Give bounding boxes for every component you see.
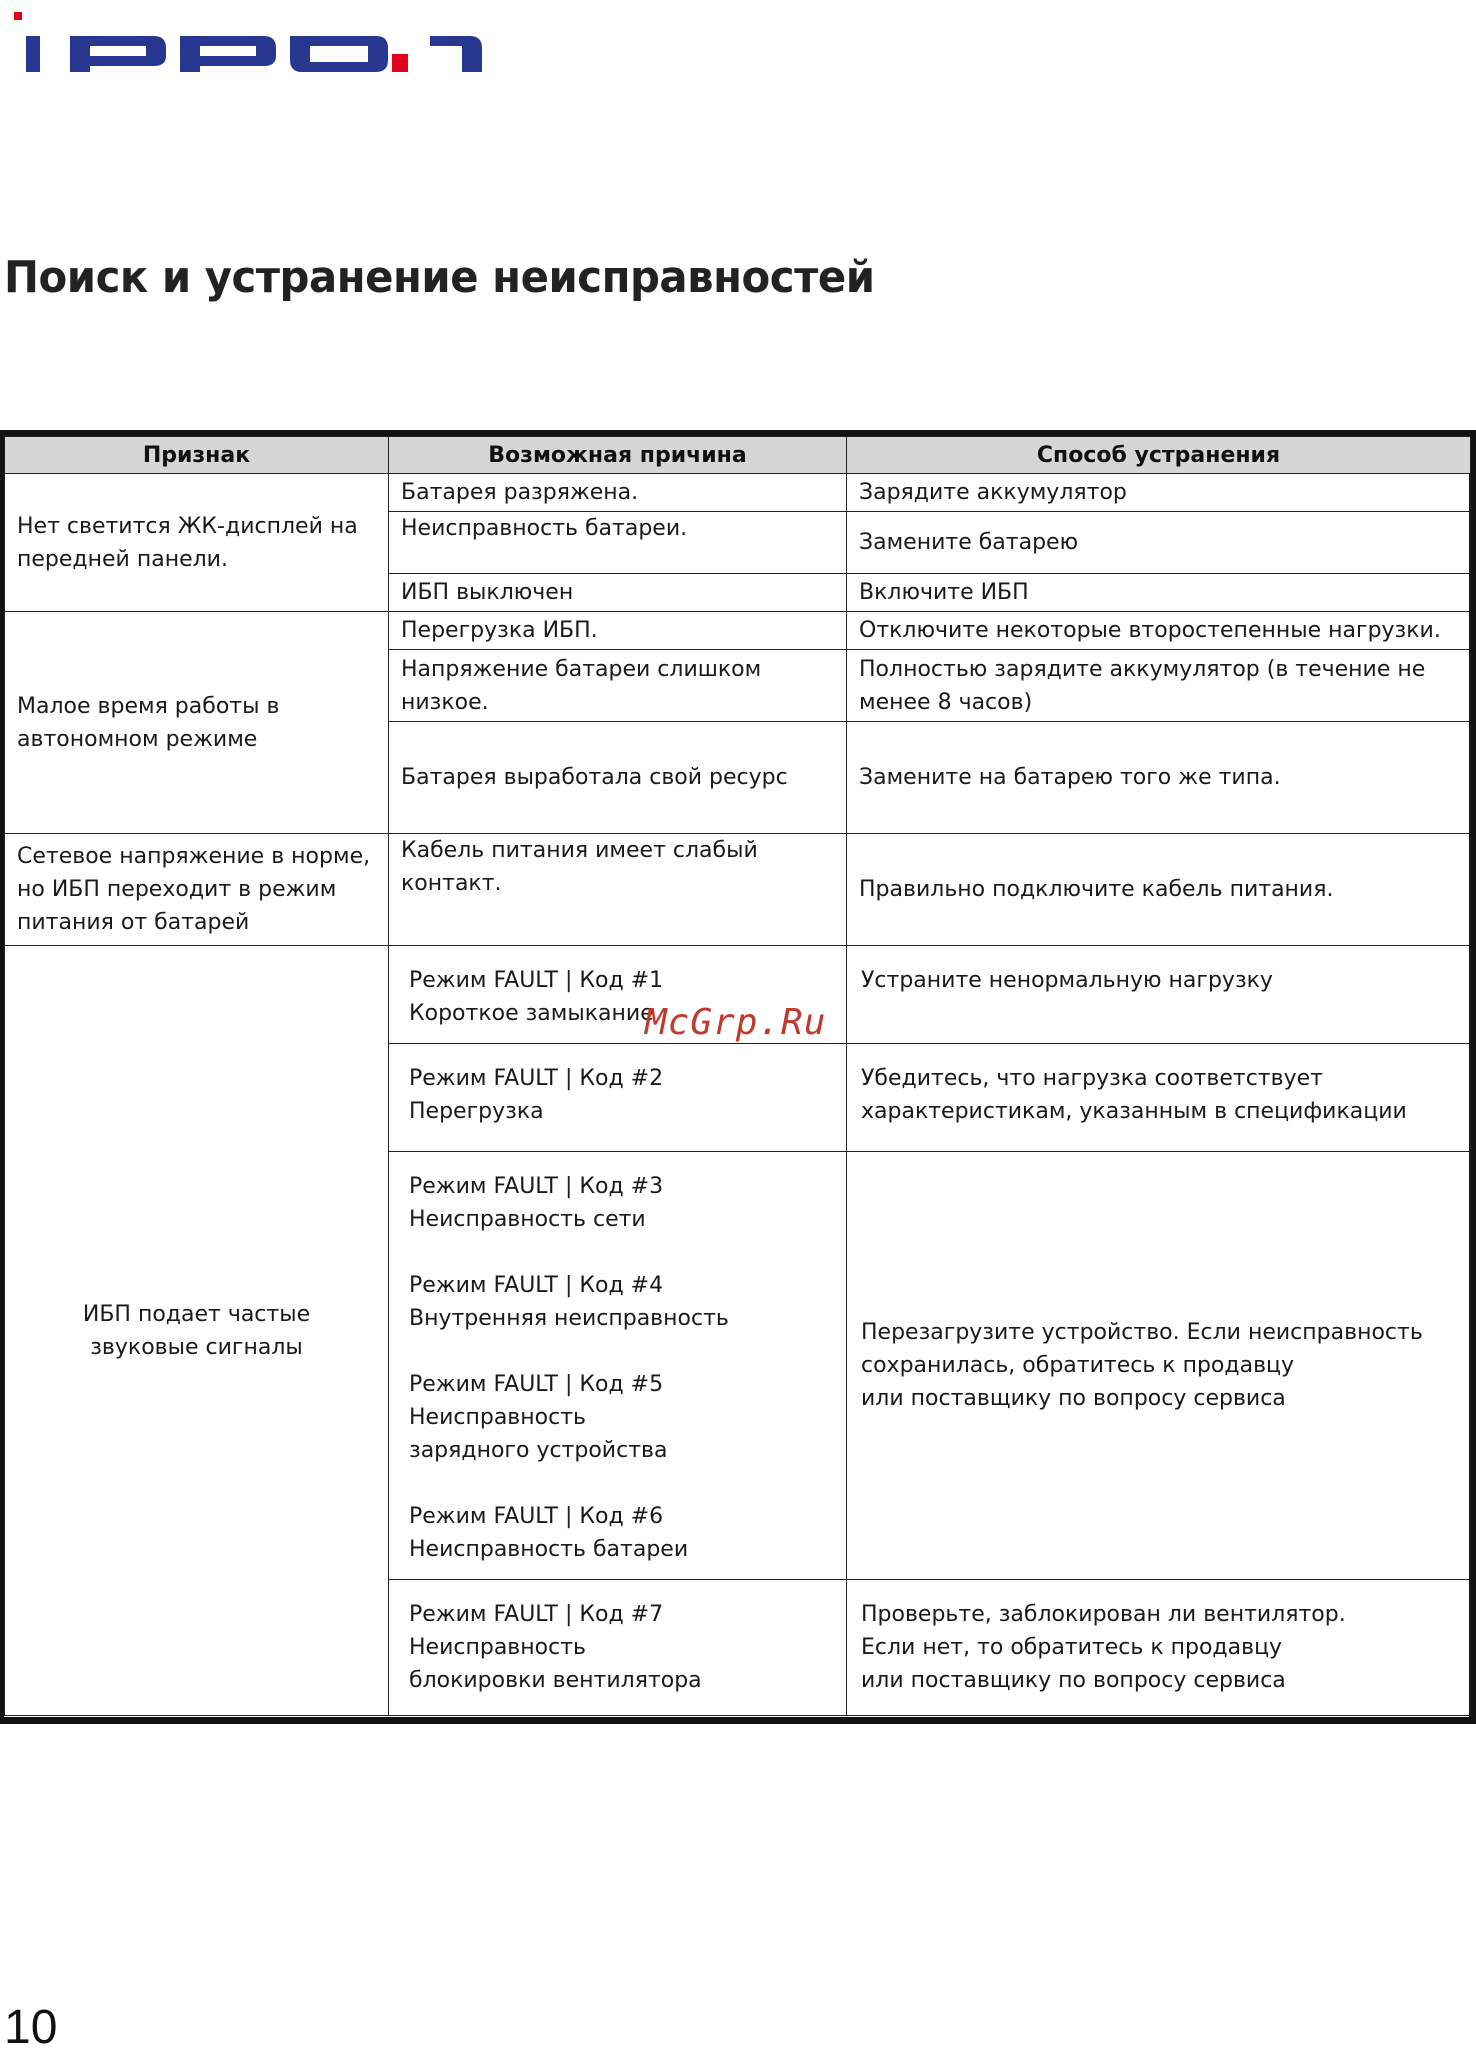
cause-cell: Батарея выработала свой ресурс: [389, 722, 847, 834]
fault-code-label: Режим FAULT | Код #1: [409, 968, 664, 993]
table-row: [5, 474, 1471, 512]
cause-cell: Напряжение батареи слишком низкое.: [389, 650, 847, 722]
fault-code-label: Режим FAULT | Код #5: [409, 1372, 664, 1397]
solution-cell: Включите ИБП: [847, 574, 1471, 612]
fault-code-desc: Неисправность батареи: [409, 1537, 689, 1562]
fault-code-label: Режим FAULT | Код #7: [409, 1602, 664, 1627]
symptom-cell: Нет светится ЖК-дисплей на передней панели.: [5, 474, 389, 612]
symptom-cell-fault: ИБП подает частые звуковые сигналы: [5, 946, 389, 1716]
header-symptom: Признак: [5, 437, 389, 474]
fault-code-desc: Короткое замыкание: [409, 1001, 654, 1026]
cause-cell: Неисправность батареи.: [389, 512, 847, 574]
fault-code-desc: Неисправность зарядного устройства: [409, 1405, 668, 1463]
fault-solution-cell: Устраните ненормальную нагрузку: [847, 946, 1471, 1044]
fault-codes-cell: [389, 1580, 847, 1716]
fault-code-label: Режим FAULT | Код #2: [409, 1066, 664, 1091]
fault-solution-cell: Убедитесь, что нагрузка соответствует характеристикам, указанным в спецификации: [847, 1044, 1471, 1152]
solution-cell: Полностью зарядите аккумулятор (в течение не менее 8 часов): [847, 650, 1471, 722]
fault-codes-cell: [389, 1044, 847, 1152]
header-solution: Способ устранения: [847, 437, 1471, 474]
table-header-row: [5, 437, 1471, 474]
ippon-logo: [14, 12, 484, 74]
fault-solution-cell: Перезагрузите устройство. Если неисправность сохранилась, обратитесь к продавцу или поставщику по вопросу сервиса: [847, 1152, 1471, 1580]
solution-cell: Отключите некоторые второстепенные нагрузки.: [847, 612, 1471, 650]
cause-cell: Кабель питания имеет слабый контакт.: [389, 834, 847, 946]
cause-cell: ИБП выключен: [389, 574, 847, 612]
fault-code-label: Режим FAULT | Код #4: [409, 1273, 664, 1298]
solution-cell: Замените батарею: [847, 512, 1471, 574]
logo-red-dot-left: [14, 12, 22, 20]
symptom-cell: Малое время работы в автономном режиме: [5, 612, 389, 834]
cause-cell: Перегрузка ИБП.: [389, 612, 847, 650]
page-title: Поиск и устранение неисправностей: [4, 252, 875, 303]
fault-solution-cell: Проверьте, заблокирован ли вентилятор. Если нет, то обратитесь к продавцу или поставщику по вопросу сервиса: [847, 1580, 1471, 1716]
fault-code-desc: Внутренняя неисправность: [409, 1306, 729, 1331]
fault-code-desc: Неисправность сети: [409, 1207, 646, 1232]
solution-cell: Замените на батарею того же типа.: [847, 722, 1471, 834]
watermark: McGrp.Ru: [645, 1002, 827, 1043]
cause-cell: Батарея разряжена.: [389, 474, 847, 512]
page-number: 10: [4, 2001, 58, 2054]
fault-code-desc: Перегрузка: [409, 1099, 544, 1124]
logo-red-dot: [392, 54, 408, 72]
fault-code-desc: Неисправность блокировки вентилятора: [409, 1635, 702, 1693]
header-cause: Возможная причина: [389, 437, 847, 474]
table-row: [5, 834, 1471, 946]
solution-cell: Зарядите аккумулятор: [847, 474, 1471, 512]
table-row: [5, 612, 1471, 650]
fault-code-label: Режим FAULT | Код #3: [409, 1174, 664, 1199]
symptom-cell: Сетевое напряжение в норме, но ИБП переходит в режим питания от батарей: [5, 834, 389, 946]
fault-codes-cell: [389, 1152, 847, 1580]
troubleshooting-table: [4, 436, 1471, 1716]
fault-code-label: Режим FAULT | Код #6: [409, 1504, 664, 1529]
solution-cell: Правильно подключите кабель питания.: [847, 834, 1471, 946]
